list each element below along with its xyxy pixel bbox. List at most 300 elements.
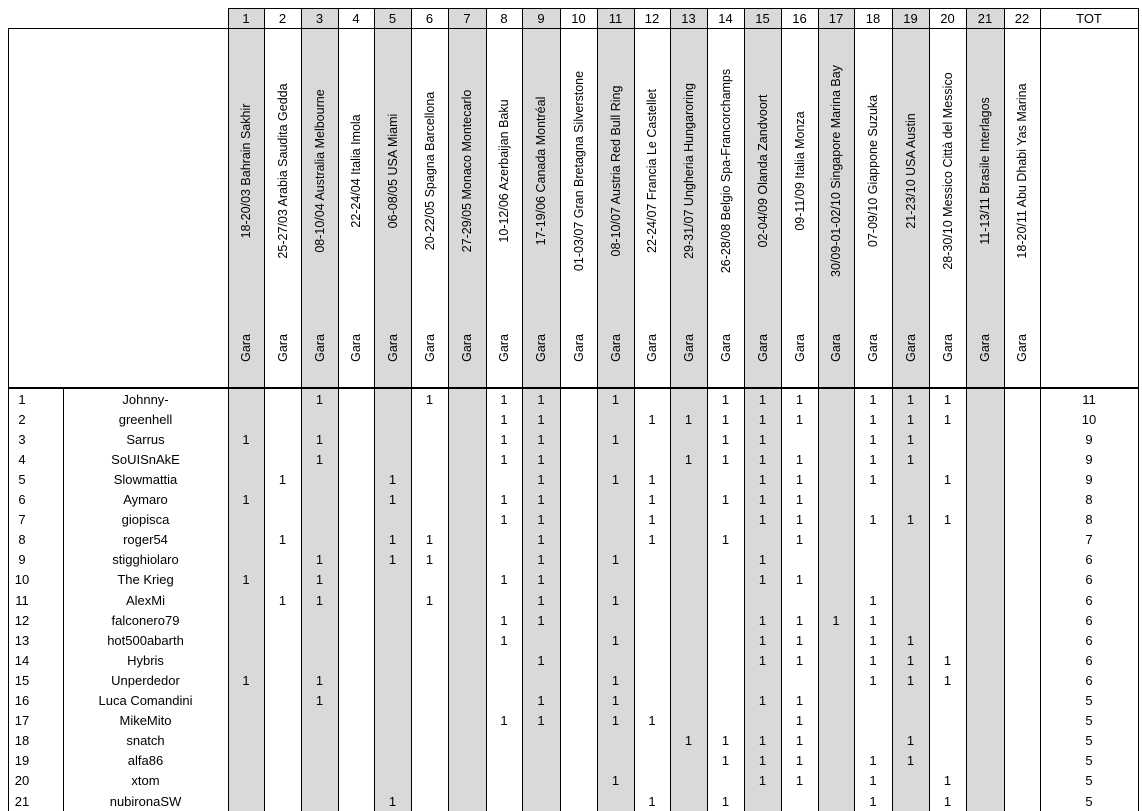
- race-point: 1: [943, 471, 952, 487]
- player-name: alfa86: [127, 753, 164, 769]
- player-name: Sarrus: [126, 431, 165, 447]
- position-number: 11: [15, 592, 29, 608]
- race-point: 1: [906, 431, 915, 447]
- race-number: 15: [755, 10, 770, 26]
- player-name: hot500abarth: [107, 632, 184, 648]
- grid-line: [854, 8, 855, 811]
- race-name: 07-09/10 Giappone Suzuka: [865, 94, 880, 247]
- race-name: 20-22/05 Spagna Barcellona: [422, 91, 437, 250]
- total-points: 6: [1085, 672, 1093, 688]
- race-name: 17-19/06 Canada Montréal: [533, 96, 548, 245]
- race-point: 1: [684, 411, 693, 427]
- race-session-label: Gara: [385, 334, 400, 362]
- race-name: 02-04/09 Olanda Zandvoort: [755, 94, 770, 247]
- race-point: 1: [315, 391, 324, 407]
- race-number: 19: [903, 10, 918, 26]
- grid-line: [448, 8, 449, 811]
- race-point: 1: [537, 451, 545, 467]
- race-session-cell: [818, 313, 854, 383]
- total-points: 8: [1085, 492, 1093, 508]
- race-point: 1: [648, 471, 656, 487]
- grid-line: [228, 8, 1138, 9]
- race-session-label: Gara: [608, 334, 623, 362]
- race-name-cell: [707, 28, 744, 313]
- race-point: 1: [537, 512, 545, 528]
- race-point: 1: [758, 552, 767, 568]
- player-name: greenhell: [118, 411, 173, 427]
- race-point: 1: [943, 652, 952, 668]
- grid-line: [264, 8, 265, 811]
- race-point: 1: [795, 612, 804, 628]
- race-point: 1: [795, 512, 804, 528]
- total-points: 8: [1085, 512, 1093, 528]
- position-number: 7: [18, 512, 26, 528]
- race-name: 08-10/04 Australia Melbourne: [312, 88, 327, 253]
- race-point: 1: [795, 753, 804, 769]
- race-point: 1: [869, 652, 877, 668]
- race-point: 1: [242, 672, 250, 688]
- position-number: 6: [18, 492, 26, 508]
- total-points: 5: [1085, 713, 1093, 729]
- race-point: 1: [758, 632, 767, 648]
- race-name-cell: [301, 28, 338, 313]
- position-number: 18: [14, 733, 30, 749]
- race-point: 1: [869, 793, 877, 809]
- race-point: 1: [611, 773, 620, 789]
- race-point: 1: [721, 411, 730, 427]
- grid-line: [486, 8, 487, 811]
- race-point: 1: [758, 693, 767, 709]
- race-session-cell: [448, 313, 486, 383]
- position-number: 4: [18, 451, 26, 467]
- position-number: 1: [18, 391, 26, 407]
- race-point: 1: [388, 471, 397, 487]
- race-session-cell: [522, 313, 560, 383]
- race-name: 30/09-01-02/10 Singapore Marina Bay: [828, 64, 843, 277]
- race-point: 1: [648, 512, 656, 528]
- race-point: 1: [242, 431, 250, 447]
- position-number: 17: [14, 713, 30, 729]
- race-point: 1: [758, 431, 767, 447]
- race-point: 1: [758, 512, 767, 528]
- race-number: 11: [608, 10, 623, 26]
- total-points: 5: [1085, 753, 1093, 769]
- race-point: 1: [795, 652, 804, 668]
- position-number: 21: [14, 793, 30, 809]
- race-number: 21: [977, 10, 993, 26]
- race-point: 1: [611, 431, 620, 447]
- race-point: 1: [721, 733, 730, 749]
- player-name: Johnny-: [122, 391, 169, 407]
- race-number: 9: [537, 10, 545, 26]
- race-point: 1: [315, 693, 324, 709]
- race-point: 1: [537, 652, 545, 668]
- race-name-cell: [264, 28, 301, 313]
- total-points: 5: [1085, 733, 1093, 749]
- race-session-label: Gara: [940, 334, 955, 362]
- race-name-cell: [228, 28, 264, 313]
- race-name: 10-12/06 Azerbaijan Baku: [496, 98, 511, 243]
- race-session-label: Gara: [1014, 334, 1029, 362]
- race-session-cell: [781, 313, 818, 383]
- race-point: 1: [315, 572, 324, 588]
- race-point: 1: [500, 431, 508, 447]
- total-points: 11: [1082, 391, 1096, 407]
- grid-line: [1138, 8, 1139, 811]
- race-point: 1: [537, 552, 545, 568]
- race-number: 5: [388, 10, 397, 26]
- race-session-label: Gara: [681, 334, 696, 362]
- race-name: 18-20/03 Bahrain Sakhir: [238, 103, 253, 238]
- race-point: 1: [537, 532, 545, 548]
- race-point: 1: [943, 512, 952, 528]
- race-name-cell: [560, 28, 597, 313]
- race-session-label: Gara: [718, 334, 733, 362]
- race-session-cell: [892, 313, 929, 383]
- race-name: 21-23/10 USA Austin: [903, 112, 918, 229]
- race-point: 1: [500, 451, 508, 467]
- race-point: 1: [906, 411, 915, 427]
- total-points: 6: [1085, 552, 1093, 568]
- race-point: 1: [758, 753, 767, 769]
- player-name: Aymaro: [123, 492, 168, 508]
- race-name: 18-20/11 Abu Dhabi Yas Marina: [1014, 82, 1029, 259]
- race-point: 1: [906, 632, 915, 648]
- race-session-cell: [301, 313, 338, 383]
- player-name: Slowmattia: [113, 471, 178, 487]
- player-name: Unperdedor: [111, 672, 180, 688]
- grid-line: [892, 8, 893, 811]
- race-point: 1: [795, 773, 804, 789]
- race-point: 1: [500, 632, 508, 648]
- race-point: 1: [425, 391, 434, 407]
- race-point: 1: [906, 451, 915, 467]
- player-name: giopisca: [121, 512, 170, 528]
- race-number: 14: [718, 10, 733, 26]
- position-number: 10: [14, 572, 30, 588]
- race-point: 1: [278, 532, 287, 548]
- race-point: 1: [906, 652, 915, 668]
- race-point: 1: [869, 612, 877, 628]
- race-name: 27-29/05 Monaco Montecarlo: [459, 89, 474, 252]
- race-number: 2: [278, 10, 287, 26]
- position-number: 15: [14, 672, 30, 688]
- race-point: 1: [537, 693, 545, 709]
- race-point: 1: [869, 753, 877, 769]
- race-point: 1: [795, 572, 804, 588]
- race-number: 3: [315, 10, 324, 26]
- total-header: TOT: [1076, 10, 1102, 26]
- grid-line: [670, 8, 671, 811]
- race-session-label: Gara: [755, 334, 770, 362]
- race-session-cell: [228, 313, 264, 383]
- race-point: 1: [721, 532, 730, 548]
- grid-line: [818, 8, 819, 811]
- race-point: 1: [648, 492, 656, 508]
- total-points: 6: [1085, 632, 1093, 648]
- race-number: 7: [463, 10, 471, 26]
- race-point: 1: [537, 471, 545, 487]
- race-point: 1: [425, 592, 434, 608]
- race-name-cell: [486, 28, 522, 313]
- race-session-cell: [597, 313, 634, 383]
- race-session-label: Gara: [348, 334, 363, 362]
- race-point: 1: [758, 733, 767, 749]
- position-number: 13: [14, 632, 30, 648]
- race-point: 1: [869, 632, 877, 648]
- grid-line: [228, 8, 229, 811]
- race-point: 1: [648, 532, 656, 548]
- race-point: 1: [500, 713, 508, 729]
- race-session-cell: [854, 313, 892, 383]
- race-session-label: Gara: [644, 334, 659, 362]
- race-point: 1: [906, 753, 915, 769]
- race-session-cell: [1004, 313, 1040, 383]
- race-session-cell: [560, 313, 597, 383]
- race-point: 1: [758, 612, 767, 628]
- race-point: 1: [721, 451, 730, 467]
- race-session-label: Gara: [275, 334, 290, 362]
- race-point: 1: [758, 471, 767, 487]
- race-point: 1: [721, 492, 730, 508]
- race-point: 1: [278, 471, 287, 487]
- grid-line: [966, 8, 967, 811]
- race-point: 1: [758, 652, 767, 668]
- race-name: 08-10/07 Austria Red Bull Ring: [608, 85, 623, 256]
- race-number: 1: [242, 10, 250, 26]
- race-point: 1: [611, 672, 620, 688]
- position-number: 8: [18, 532, 26, 548]
- grid-line: [63, 387, 64, 811]
- race-point: 1: [500, 391, 508, 407]
- race-point: 1: [684, 451, 693, 467]
- race-point: 1: [906, 391, 915, 407]
- race-number: 22: [1014, 10, 1030, 26]
- race-point: 1: [869, 411, 877, 427]
- race-point: 1: [611, 632, 620, 648]
- race-point: 1: [684, 733, 693, 749]
- race-point: 1: [795, 713, 804, 729]
- race-number: 12: [644, 10, 660, 26]
- race-point: 1: [869, 512, 877, 528]
- position-number: 3: [18, 431, 26, 447]
- race-name: 06-08/05 USA Miami: [385, 113, 400, 228]
- race-point: 1: [721, 391, 730, 407]
- race-name: 11-13/11 Brasile Interlagos: [977, 96, 992, 245]
- race-point: 1: [758, 411, 767, 427]
- race-session-cell: [744, 313, 781, 383]
- race-session-cell: [338, 313, 374, 383]
- race-name-cell: [781, 28, 818, 313]
- position-number: 20: [14, 773, 30, 789]
- race-name: 09-11/09 Italia Monza: [792, 110, 807, 231]
- race-name-cell: [411, 28, 448, 313]
- total-points: 6: [1085, 612, 1093, 628]
- race-point: 1: [795, 492, 804, 508]
- position-number: 19: [14, 753, 30, 769]
- race-session-cell: [486, 313, 522, 383]
- race-number: 16: [792, 10, 807, 26]
- race-name: 28-30/10 Messico Città del Messico: [940, 71, 955, 270]
- race-point: 1: [795, 733, 804, 749]
- race-session-label: Gara: [865, 334, 880, 362]
- player-name: roger54: [123, 532, 168, 548]
- race-point: 1: [832, 612, 840, 628]
- race-name: 22-24/04 Italia Imola: [348, 113, 363, 228]
- race-name-cell: [929, 28, 966, 313]
- total-points: 6: [1085, 572, 1093, 588]
- race-point: 1: [758, 391, 767, 407]
- grid-line: [522, 8, 523, 811]
- race-session-label: Gara: [571, 334, 586, 362]
- race-name-cell: [818, 28, 854, 313]
- race-point: 1: [425, 552, 434, 568]
- race-point: 1: [869, 672, 877, 688]
- race-point: 1: [795, 471, 804, 487]
- race-point: 1: [500, 411, 508, 427]
- grid-line: [1040, 8, 1041, 811]
- race-number: 8: [500, 10, 508, 26]
- race-point: 1: [611, 471, 620, 487]
- race-session-cell: [411, 313, 448, 383]
- race-point: 1: [388, 793, 397, 809]
- race-point: 1: [721, 431, 730, 447]
- race-point: 1: [315, 431, 324, 447]
- race-point: 1: [758, 572, 767, 588]
- race-point: 1: [758, 773, 767, 789]
- race-point: 1: [648, 713, 656, 729]
- grid-line: [301, 8, 302, 811]
- race-session-cell: [966, 313, 1004, 383]
- grid-line: [374, 8, 375, 811]
- race-point: 1: [315, 552, 324, 568]
- position-number: 2: [18, 411, 26, 427]
- race-session-cell: [634, 313, 670, 383]
- race-session-label: Gara: [459, 334, 474, 362]
- race-point: 1: [611, 391, 620, 407]
- position-number: 5: [18, 471, 26, 487]
- race-name-cell: [522, 28, 560, 313]
- grid-line: [8, 28, 9, 811]
- race-name: 25-27/03 Arabia Saudita Gedda: [275, 82, 290, 259]
- race-point: 1: [869, 451, 877, 467]
- race-point: 1: [537, 391, 545, 407]
- race-session-cell: [929, 313, 966, 383]
- race-number: 13: [681, 10, 696, 26]
- total-points: 10: [1081, 411, 1097, 427]
- race-session-label: Gara: [828, 334, 843, 362]
- race-point: 1: [242, 572, 250, 588]
- race-point: 1: [500, 572, 508, 588]
- race-session-label: Gara: [238, 334, 253, 362]
- total-points: 5: [1085, 773, 1093, 789]
- race-point: 1: [537, 592, 545, 608]
- player-name: Luca Comandini: [98, 693, 193, 709]
- grid-line: [707, 8, 708, 811]
- race-number: 18: [865, 10, 881, 26]
- race-point: 1: [278, 592, 287, 608]
- player-name: nubironaSW: [109, 793, 182, 809]
- grid-line: [338, 8, 339, 811]
- race-name-cell: [854, 28, 892, 313]
- race-point: 1: [500, 612, 508, 628]
- total-points: 6: [1085, 652, 1093, 668]
- race-point: 1: [648, 411, 656, 427]
- player-name: SoUISnAkE: [111, 451, 180, 467]
- race-name-cell: [892, 28, 929, 313]
- race-point: 1: [721, 753, 730, 769]
- race-point: 1: [906, 733, 915, 749]
- player-name: The Krieg: [117, 572, 174, 588]
- race-point: 1: [906, 672, 915, 688]
- race-number: 20: [940, 10, 955, 26]
- race-point: 1: [795, 411, 804, 427]
- position-number: 16: [14, 693, 30, 709]
- race-point: 1: [648, 793, 656, 809]
- race-point: 1: [795, 391, 804, 407]
- race-point: 1: [869, 391, 877, 407]
- race-point: 1: [537, 411, 545, 427]
- grid-line: [744, 8, 745, 811]
- race-name-cell: [1004, 28, 1040, 313]
- race-point: 1: [869, 773, 877, 789]
- race-point: 1: [906, 512, 915, 528]
- player-name: Hybris: [127, 652, 164, 668]
- race-point: 1: [611, 713, 620, 729]
- race-point: 1: [943, 773, 952, 789]
- race-point: 1: [611, 693, 620, 709]
- race-point: 1: [388, 532, 397, 548]
- race-number: 4: [352, 10, 360, 26]
- player-name: falconero79: [111, 612, 180, 628]
- race-session-label: Gara: [312, 334, 327, 362]
- total-points: 7: [1085, 532, 1093, 548]
- race-point: 1: [537, 572, 545, 588]
- grid-line: [1004, 8, 1005, 811]
- race-point: 1: [943, 672, 952, 688]
- grid-line: [597, 8, 598, 811]
- race-name-cell: [597, 28, 634, 313]
- position-number: 9: [18, 552, 26, 568]
- race-name-cell: [966, 28, 1004, 313]
- grid-line: [411, 8, 412, 811]
- grid-line: [929, 8, 930, 811]
- player-name: snatch: [126, 733, 165, 749]
- total-points: 9: [1085, 471, 1093, 487]
- race-point: 1: [721, 793, 730, 809]
- race-point: 1: [795, 693, 804, 709]
- position-number: 14: [14, 652, 30, 668]
- race-number: 6: [425, 10, 434, 26]
- race-point: 1: [869, 431, 877, 447]
- race-name-cell: [634, 28, 670, 313]
- race-point: 1: [500, 492, 508, 508]
- race-name: 01-03/07 Gran Bretagna Silverstone: [571, 70, 586, 271]
- race-session-label: Gara: [422, 334, 437, 362]
- race-point: 1: [869, 592, 877, 608]
- race-name-cell: [744, 28, 781, 313]
- grid-line: [8, 387, 1138, 389]
- player-name: AlexMi: [125, 592, 165, 608]
- total-points: 5: [1085, 793, 1093, 809]
- total-points: 9: [1085, 451, 1093, 467]
- race-point: 1: [537, 492, 545, 508]
- race-name: 26-28/08 Belgio Spa-Francorchamps: [718, 68, 733, 273]
- race-point: 1: [537, 431, 545, 447]
- race-point: 1: [943, 391, 952, 407]
- race-point: 1: [795, 451, 804, 467]
- race-point: 1: [943, 411, 952, 427]
